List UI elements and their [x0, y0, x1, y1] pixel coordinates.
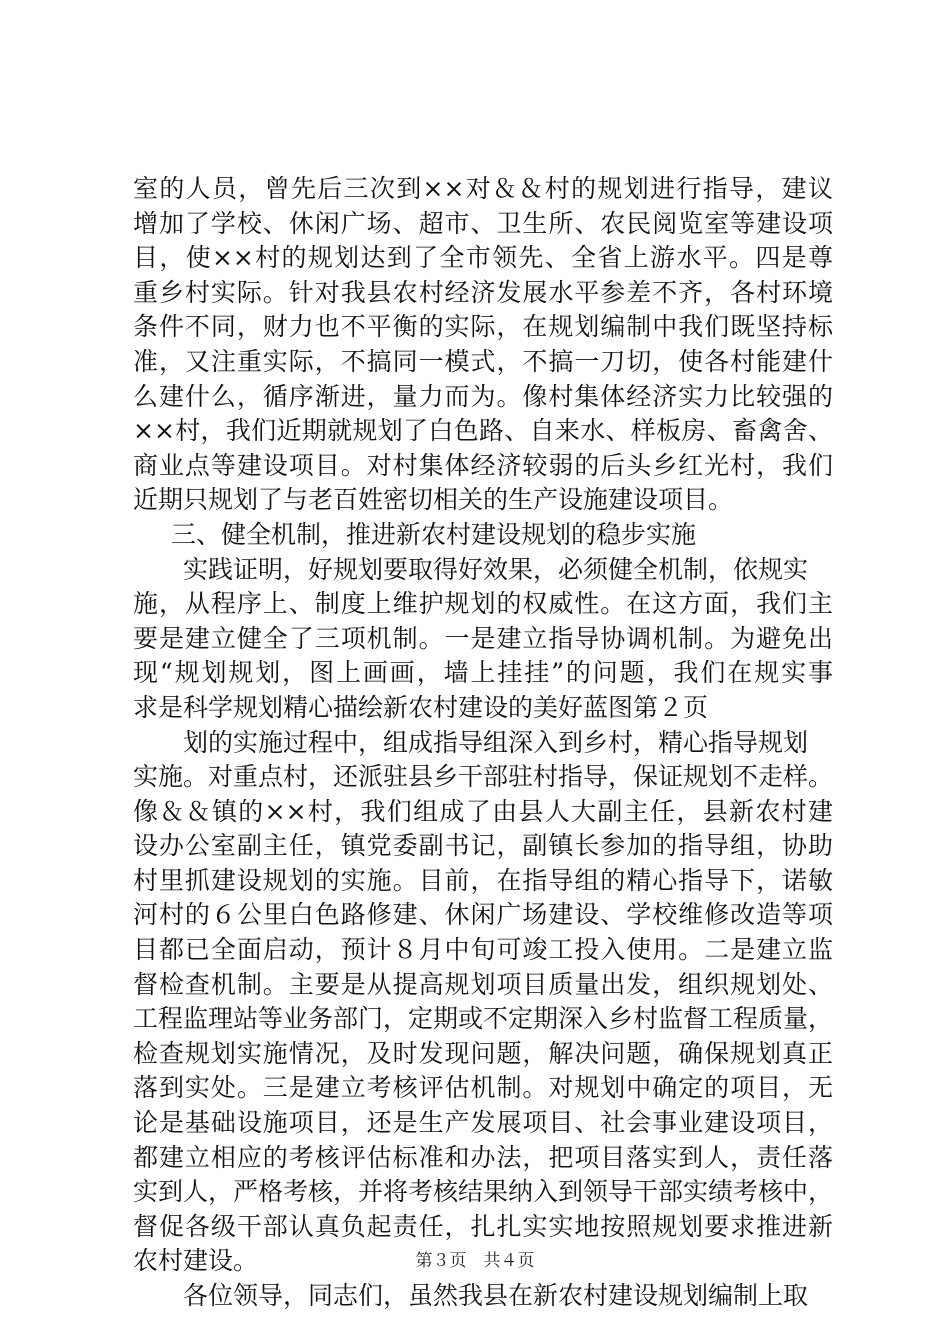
body-line: 村里抓建设规划的实施。目前，在指导组的精心指导下，诺敏	[133, 865, 833, 895]
body-line: 么建什么，循序渐进，量力而为。像村集体经济实力比较强的	[133, 381, 833, 411]
body-line: 增加了学校、休闲广场、超市、卫生所、农民阅览室等建设项	[133, 208, 833, 238]
body-line: 论是基础设施项目，还是生产发展项目、社会事业建设项目，	[133, 1108, 833, 1138]
document-body	[133, 172, 833, 1314]
page-footer: 第３页 共４页	[415, 1251, 535, 1271]
body-line: 农村建设。	[133, 1246, 259, 1276]
body-line: 划的实施过程中，组成指导组深入到乡村，精心指导规划	[183, 727, 809, 757]
body-line: 重乡村实际。针对我县农村经济发展水平参差不齐，各村环境	[133, 277, 833, 307]
body-line: 都建立相应的考核评估标准和办法，把项目落实到人，责任落	[133, 1142, 833, 1172]
body-line: 设办公室副主任，镇党委副书记，副镇长参加的指导组，协助	[133, 831, 833, 861]
body-line: 商业点等建设项目。对村集体经济较弱的后头乡红光村，我们	[133, 450, 833, 480]
body-line: 实到人，严格考核，并将考核结果纳入到领导干部实绩考核中，	[133, 1177, 834, 1207]
body-line: 工程监理站等业务部门，定期或不定期深入乡村监督工程质量，	[133, 1004, 834, 1034]
body-line: 实施。对重点村，还派驻县乡干部驻村指导，保证规划不走样。	[133, 762, 834, 792]
body-line: 求是科学规划精心描绘新农村建设的美好蓝图第２页	[133, 692, 709, 722]
body-line: 室的人员，曾先后三次到××对＆＆村的规划进行指导，建议	[133, 174, 833, 203]
body-line: 督促各级干部认真负起责任，扎扎实实地按照规划要求推进新	[133, 1211, 833, 1241]
body-line: 目都已全面启动，预计８月中旬可竣工投入使用。二是建立监	[133, 935, 833, 965]
body-line: 督检查机制。主要是从提高规划项目质量出发，组织规划处、	[133, 969, 833, 999]
body-line: 河村的６公里白色路修建、休闲广场建设、学校维修改造等项	[133, 900, 833, 930]
body-line: 像＆＆镇的××村，我们组成了由县人大副主任，县新农村建	[133, 796, 833, 826]
body-line: 条件不同，财力也不平衡的实际，在规划编制中我们既坚持标	[133, 312, 833, 342]
body-line: 落到实处。三是建立考核评估机制。对规划中确定的项目，无	[133, 1073, 833, 1103]
body-line: 目，使××村的规划达到了全市领先、全省上游水平。四是尊	[133, 243, 833, 273]
section-heading: 三、健全机制，推进新农村建设规划的稳步实施	[171, 519, 697, 549]
body-line: 要是建立健全了三项机制。一是建立指导协调机制。为避免出	[133, 623, 833, 653]
body-line: 各位领导，同志们，虽然我县在新农村建设规划编制上取	[183, 1281, 809, 1310]
body-line: 实践证明，好规划要取得好效果，必须健全机制，依规实	[183, 554, 809, 584]
body-line: 现“规划规划，图上画画，墙上挂挂”的问题，我们在规实事	[133, 658, 833, 688]
body-line: 近期只规划了与老百姓密切相关的生产设施建设项目。	[133, 485, 734, 515]
body-line: 施，从程序上、制度上维护规划的权威性。在这方面，我们主	[133, 589, 833, 619]
body-line: 准，又注重实际，不搞同一模式，不搞一刀切，使各村能建什	[133, 346, 833, 376]
body-line: 检查规划实施情况，及时发现问题，解决问题，确保规划真正	[133, 1038, 833, 1068]
body-line: ××村，我们近期就规划了白色路、自来水、样板房、畜禽舍、	[133, 416, 833, 446]
